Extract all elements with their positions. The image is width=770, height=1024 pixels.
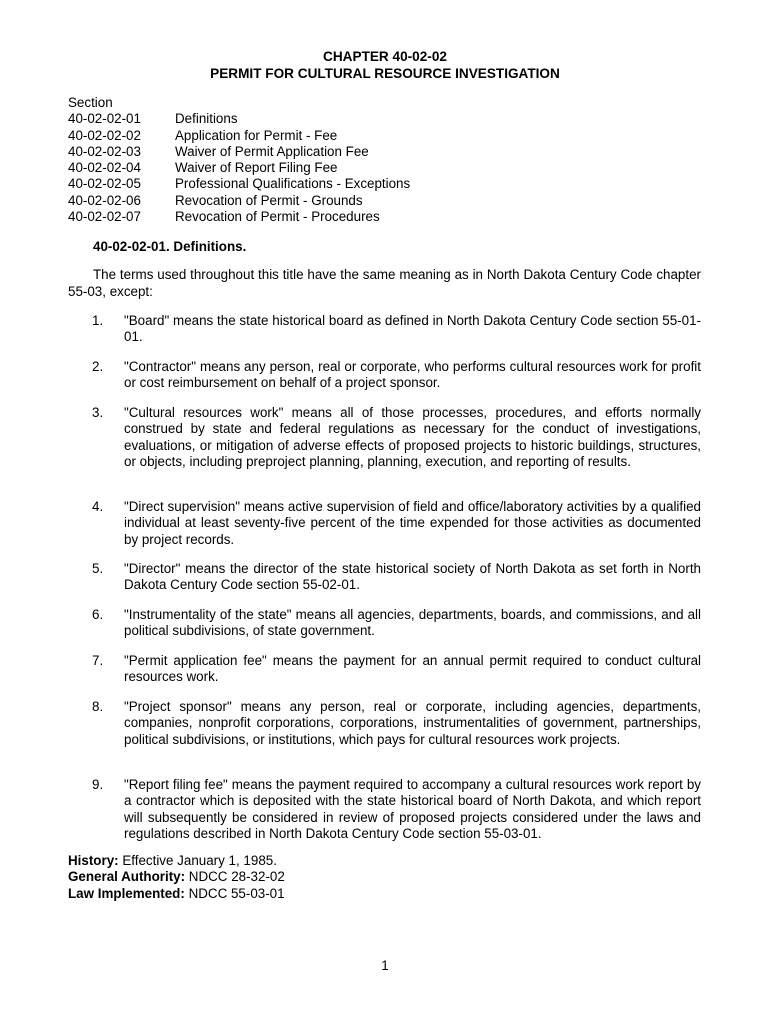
toc-entry-title: Professional Qualifications - Exceptions (175, 176, 411, 192)
toc-entry-title: Application for Permit - Fee (175, 127, 338, 143)
authority-label: General Authority: (68, 869, 186, 885)
table-of-contents (68, 95, 410, 225)
toc-entry (68, 111, 410, 127)
definition-number: 6. (92, 607, 104, 622)
definition-number: 1. (92, 313, 104, 328)
toc-entry-title: Definitions (175, 111, 238, 127)
definition-text: "Director" means the director of the state historical society of North Dakota as set forth in North Dakota Century Code section 55-02-01. (124, 561, 701, 593)
toc-entry-number: 40-02-02-03 (68, 143, 141, 159)
implemented-value: NDCC 55-03-01 (188, 885, 285, 901)
definition-number: 2. (92, 359, 104, 374)
implemented-line (68, 886, 285, 902)
definition-text: "Contractor" means any person, real or corporate, who performs cultural resources work for profit or cost reimbursement on behalf of a project sponsor. (124, 359, 701, 391)
toc-entry-number: 40-02-02-04 (68, 160, 141, 176)
toc-entry-title: Waiver of Report Filing Fee (175, 160, 338, 176)
definition-text: "Project sponsor" means any person, real or corporate, including agencies, departments, companies, nonprofit corporations, corporations, instrumentalities of government, partnerships, political subdivisions, or institutions, which pays for cultural resources work projects. (124, 699, 701, 747)
definition-number: 7. (92, 653, 104, 668)
toc-entry (68, 176, 410, 192)
definition-number: 4. (92, 499, 104, 514)
history-label: History: (68, 853, 119, 868)
toc-entry-number: 40-02-02-06 (68, 192, 141, 208)
definition-number: 5. (92, 561, 104, 576)
definition-text: "Direct supervision" means active supervision of field and office/laboratory activities by a qualified individual at least seventy-five percent of the time expended for those activities as documented by project records. (124, 499, 701, 547)
section-intro: The terms used throughout this title have the same meaning as in North Dakota Century Code chapter 55-03, except: (68, 267, 701, 299)
toc-entry (68, 193, 410, 209)
toc-entry (68, 144, 410, 160)
toc-entry (68, 209, 410, 225)
definition-text: "Permit application fee" means the payment for an annual permit required to conduct cultural resources work. (124, 653, 701, 685)
chapter-title: PERMIT FOR CULTURAL RESOURCE INVESTIGATION (210, 66, 560, 81)
toc-entry-number: 40-02-02-02 (68, 127, 141, 143)
toc-entry (68, 128, 410, 144)
authority-line (68, 869, 285, 885)
definition-text: "Cultural resources work" means all of those processes, procedures, and efforts normally construed by state and federal regulations as necessary for the conduct of investigations, evaluations, or mitigation of adverse effects of proposed projects to historic buildings, structures, or objects, including preproject planning, planning, execution, and reporting of results. (124, 405, 701, 469)
definition-number: 3. (92, 405, 104, 420)
history-value: Effective January 1, 1985. (122, 853, 277, 868)
definition-text: "Instrumentality of the state" means all agencies, departments, boards, and commissions, and all political subdivisions, of state government. (124, 607, 701, 639)
chapter-number: CHAPTER 40-02-02 (323, 49, 447, 64)
definition-text: "Board" means the state historical board as defined in North Dakota Century Code section 55-01-01. (124, 313, 701, 345)
history-note (68, 853, 285, 902)
toc-entry-number: 40-02-02-05 (68, 176, 141, 192)
toc-entry (68, 160, 410, 176)
authority-value: NDCC 28-32-02 (188, 869, 285, 885)
toc-entry-number: 40-02-02-01 (68, 111, 141, 127)
toc-entry-title: Waiver of Permit Application Fee (175, 143, 369, 159)
toc-label: Section (68, 95, 113, 110)
definition-number: 9. (92, 777, 104, 792)
implemented-label: Law Implemented: (68, 885, 185, 901)
section-heading: 40-02-02-01. Definitions. (93, 239, 247, 254)
definition-text: "Report filing fee" means the payment required to accompany a cultural resources work report by a contractor which is deposited with the state historical board of North Dakota, and which report will subsequently be considered in review of proposed projects considered under the laws and regulations described in North Dakota Century Code section 55-03-01. (124, 777, 701, 841)
toc-entry-title: Revocation of Permit - Grounds (175, 192, 363, 208)
definition-number: 8. (92, 699, 104, 714)
toc-entry-title: Revocation of Permit - Procedures (175, 209, 380, 225)
history-line (68, 853, 285, 869)
page-number: 1 (381, 958, 389, 973)
toc-entry-number: 40-02-02-07 (68, 209, 141, 225)
